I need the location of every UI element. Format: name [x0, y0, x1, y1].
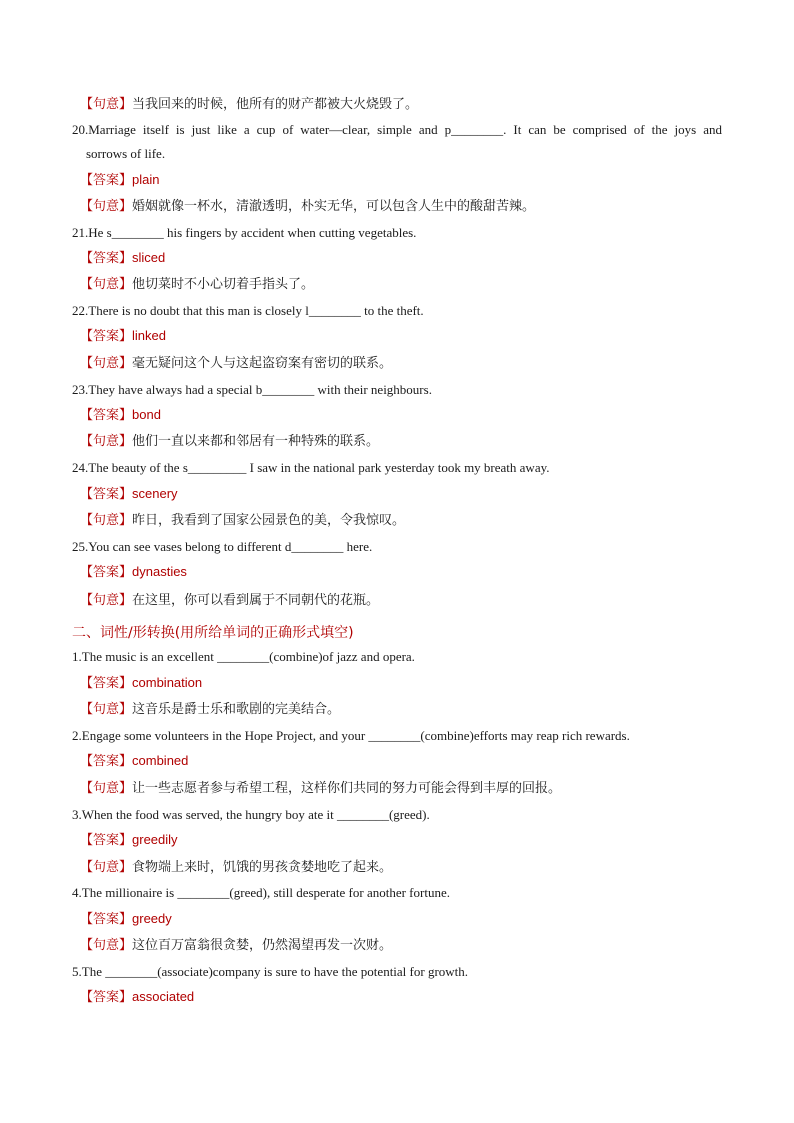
- exercise-3: 3.When the food was served, the hungry boy ate it ________(greed).: [72, 807, 430, 822]
- answer-text: plain: [132, 172, 160, 187]
- answer-line-23: [80, 405, 722, 426]
- meaning-line-p1: [80, 699, 722, 720]
- answer-label: 【答案】: [80, 676, 133, 691]
- answer-label: 【答案】: [80, 173, 133, 188]
- meaning-text: 当我回来的时候，他所有的财产都被大火烧毁了。: [132, 97, 419, 112]
- exercise-2: 2.Engage some volunteers in the Hope Project, and your ________(combine)efforts may reap rich rewards.: [72, 728, 630, 743]
- meaning-text: 毫无疑问这个人与这起盗窃案有密切的联系。: [132, 356, 393, 371]
- answer-text: sliced: [132, 250, 166, 265]
- answer-text: greedy: [132, 911, 172, 926]
- answer-label: 【答案】: [80, 833, 133, 848]
- answer-line-25: [80, 562, 722, 583]
- answer-line-24: [80, 484, 722, 505]
- answer-text: associated: [132, 989, 195, 1004]
- meaning-text: 他们一直以来都和邻居有一种特殊的联系。: [132, 434, 380, 449]
- question-24: 24.The beauty of the s_________ I saw in the national park yesterday took my breath away.: [72, 460, 550, 475]
- answer-text: combination: [132, 675, 203, 690]
- answer-line-20: [80, 170, 722, 191]
- answer-line-21: [80, 248, 722, 269]
- answer-label: 【答案】: [80, 912, 133, 927]
- answer-label: 【答案】: [80, 408, 133, 423]
- meaning-label: 【句意】: [80, 938, 133, 953]
- meaning-line-p2: [80, 778, 722, 799]
- answer-text: greedily: [132, 832, 178, 847]
- meaning-text: 食物端上来时，饥饿的男孩贪婪地吃了起来。: [132, 860, 393, 875]
- answer-label: 【答案】: [80, 251, 133, 266]
- exercise-1: 1.The music is an excellent ________(combine)of jazz and opera.: [72, 649, 415, 664]
- answer-text: dynasties: [132, 564, 187, 579]
- meaning-line-25: [80, 590, 722, 611]
- meaning-text: 这位百万富翁很贪婪，仍然渴望再发一次财。: [132, 938, 393, 953]
- answer-text: linked: [132, 328, 166, 343]
- meaning-label: 【句意】: [80, 860, 133, 875]
- question-23: 23.They have always had a special b________ with their neighbours.: [72, 382, 432, 397]
- meaning-line-24: [80, 510, 722, 531]
- answer-label: 【答案】: [80, 754, 133, 769]
- question-25: 25.You can see vases belong to different d________ here.: [72, 539, 373, 554]
- answer-label: 【答案】: [80, 990, 133, 1005]
- meaning-label: 【句意】: [80, 434, 133, 449]
- meaning-line-22: [80, 353, 722, 374]
- answer-label: 【答案】: [80, 487, 133, 502]
- answer-label: 【答案】: [80, 565, 133, 580]
- meaning-line-21: [80, 274, 722, 295]
- answer-line-p4: [80, 909, 722, 930]
- answer-text: scenery: [132, 486, 178, 501]
- meaning-label: 【句意】: [80, 199, 133, 214]
- section-2-heading: [72, 623, 722, 643]
- meaning-label: 【句意】: [80, 593, 133, 608]
- answer-line-22: [80, 326, 722, 347]
- meaning-line: [80, 94, 722, 115]
- exercise-4: 4.The millionaire is ________(greed), still desperate for another fortune.: [72, 885, 450, 900]
- meaning-text: 他切菜时不小心切着手指头了。: [132, 277, 315, 292]
- answer-line-p1: [80, 673, 722, 694]
- meaning-line-p4: [80, 935, 722, 956]
- meaning-label: 【句意】: [80, 356, 133, 371]
- meaning-label: 【句意】: [80, 513, 133, 528]
- question-20-line1: 20.Marriage itself is just like a cup of water—clear, simple and p________. It can be comprised of the joys and: [72, 122, 722, 137]
- answer-label: 【答案】: [80, 329, 133, 344]
- answer-line-p5: [80, 987, 722, 1008]
- answer-text: combined: [132, 753, 189, 768]
- meaning-label: 【句意】: [80, 781, 133, 796]
- exercise-5: 5.The ________(associate)company is sure to have the potential for growth.: [72, 964, 469, 979]
- meaning-line-23: [80, 431, 722, 452]
- meaning-text: 在这里，你可以看到属于不同朝代的花瓶。: [132, 593, 380, 608]
- question-20-line2: sorrows of life.: [86, 146, 166, 161]
- question-22: 22.There is no doubt that this man is closely l________ to the theft.: [72, 303, 424, 318]
- meaning-line-20: [80, 196, 722, 217]
- answer-line-p2: [80, 751, 722, 772]
- meaning-text: 昨日，我看到了国家公园景色的美，令我惊叹。: [132, 513, 406, 528]
- answer-line-p3: [80, 830, 722, 851]
- question-21: 21.He s________ his fingers by accident when cutting vegetables.: [72, 225, 417, 240]
- meaning-text: 这音乐是爵士乐和歌剧的完美结合。: [132, 702, 341, 717]
- meaning-text: 婚姻就像一杯水，清澈透明，朴实无华，可以包含人生中的酸甜苦辣。: [132, 199, 536, 214]
- meaning-label: 【句意】: [80, 97, 133, 112]
- meaning-line-p3: [80, 857, 722, 878]
- meaning-text: 让一些志愿者参与希望工程，这样你们共同的努力可能会得到丰厚的回报。: [132, 781, 562, 796]
- meaning-label: 【句意】: [80, 702, 133, 717]
- answer-text: bond: [132, 407, 161, 422]
- section-2-title: 二、词性/形转换(用所给单词的正确形式填空): [72, 625, 354, 641]
- meaning-label: 【句意】: [80, 277, 133, 292]
